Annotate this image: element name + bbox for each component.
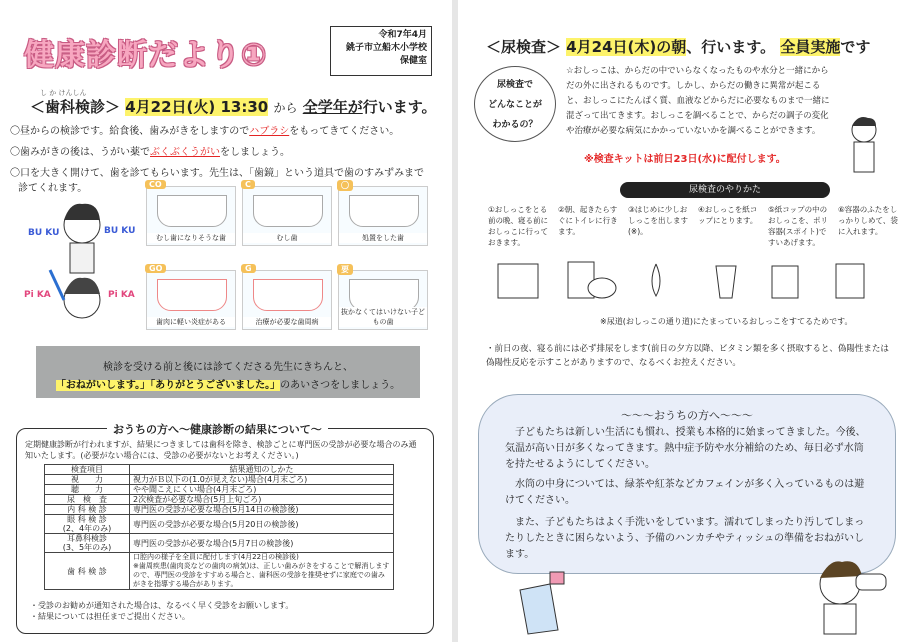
table-row <box>45 534 394 553</box>
greeting-end: のあいさつをしましょう。 <box>280 380 401 391</box>
table-cell: 視力がＢ以下の(1.0が見えない)場合(4月末ごろ) <box>130 475 394 485</box>
table-cell: 視 力 <box>45 475 130 485</box>
results-table <box>44 464 394 590</box>
tooth-card-treated <box>338 181 428 246</box>
tooth-label: 〇 <box>337 180 353 191</box>
table-row <box>45 515 394 534</box>
step-note: ※尿道(おしっこの通り道)にたまっているおしっこをすてるためです。 <box>600 317 853 326</box>
table-cell: 口腔内の様子を全員に配付します(4月22日の検診後) ※歯周疾患(歯肉炎などの歯肉の病気)は、正しい歯みがきをすることで解消しますので、専門医の受診をすすめる場合と、歯科医の受診を推奨せずに家庭での歯みがきを指導する場合があります。 <box>130 553 394 590</box>
tooth-card-go <box>146 264 236 330</box>
newsletter-title: 健康診断だより① <box>24 38 268 73</box>
dental-ruby: し か けんしん <box>40 89 87 97</box>
urine-end: です <box>840 38 871 56</box>
urine-explanation: ☆おしっこは、からだの中でいらなくなったものや水分と一緒にからだの外に出されるものです。しかし、からだの働きに異常が起こると、おしっこにたんぱく質、血液などからだに必要なものまで一緒に混ざって出てきます。おしっこを調べることで、からだの調子の変化や治療が必要な病気にかかっていないかを調べることができます。 <box>566 66 830 136</box>
home-para-3: また、子どもたちはよく手洗いをしています。濡れてしまったり汚してしまったりしたときに困らないよう、予備のハンカチやティッシュの準備をおねがいします。 <box>505 517 865 560</box>
tooth-label: C <box>241 180 255 189</box>
table-row <box>45 553 394 590</box>
home-para-1: 子どもたちは新しい生活にも慣れ、授業も本格的に始まってきました。今後、気温が高い日が多くなってきます。熱中症予防や水分補給のため、毎日必ず水筒を持たせるようにしてください。 <box>505 427 866 470</box>
greeting-phrases: 「おねがいします。」「ありがとうございました。」 <box>55 380 281 391</box>
greeting-banner <box>36 346 420 398</box>
home-para-2: 水筒の中身については、緑茶や紅茶などカフェインが多く入っているものは避けてください。 <box>505 479 865 506</box>
results-notes <box>30 600 293 622</box>
column-header: 検査項目 <box>45 465 130 475</box>
tooth-label: G <box>241 264 256 273</box>
home-title: ～～～おうちの方へ～～～ <box>621 409 753 422</box>
office-name: 保健室 <box>399 56 427 66</box>
tooth-card-co <box>146 180 236 246</box>
dental-date: 4月22日(火) 13:30 <box>125 98 269 116</box>
tooth-icon <box>157 195 227 227</box>
results-title: おうちの方へ～健康診断の結果について～ <box>107 421 328 437</box>
step-3: ③はじめに少しおしっこを出します(※)。 <box>628 205 688 236</box>
question-bubble <box>474 66 556 142</box>
drinking-kid-icon <box>800 550 896 638</box>
publisher-box <box>330 26 432 76</box>
tooth-label: CO <box>145 180 166 189</box>
bubble-line: 尿検査で <box>496 80 533 90</box>
table-cell: 歯 科 検 診 <box>45 553 130 590</box>
table-cell: 尿 検 査 <box>45 495 130 505</box>
dental-suffix: 行います。 <box>362 98 437 116</box>
note-line: ・受診のお勧めが通知された場合は、なるべく早く受診をお願いします。 <box>30 601 294 610</box>
tooth-card-g <box>242 264 332 330</box>
tooth-icon <box>253 279 323 311</box>
bubble-line: わかるの？ <box>492 120 538 130</box>
urine-date: 4月24日(木)の朝 <box>566 38 687 56</box>
table-row <box>45 495 394 505</box>
tooth-label: 要 <box>337 264 353 275</box>
toilet-icon <box>588 278 616 298</box>
paper-cup-icon <box>716 266 736 298</box>
table-cell: 専門医の受診が必要な場合(5月14日の検診後) <box>130 505 394 515</box>
bag-icon <box>836 264 864 298</box>
table-cell: やや聞こえにくい場合(4月末ごろ) <box>130 485 394 495</box>
dental-item-1: 〇昼からの検診です。給食後、歯みがきをしますので <box>10 126 250 137</box>
thinking-kid-icon <box>838 110 894 184</box>
step-4: ④おしっこを紙コップにとります。 <box>698 205 758 225</box>
tooth-icon <box>157 279 227 311</box>
table-row <box>45 475 394 485</box>
tooth-caption: 治療が必要な歯周病 <box>243 317 331 327</box>
home-message-bubble <box>478 394 896 574</box>
tooth-caption: 処置をした歯 <box>339 233 427 243</box>
tooth-icon <box>253 195 323 227</box>
tooth-icon <box>349 195 419 227</box>
drop-icon <box>652 264 660 296</box>
table-cell: 2次検査が必要な場合(5月上旬ごろ) <box>130 495 394 505</box>
dental-from: から <box>273 101 298 115</box>
toothbrush-highlight: ハブラシ <box>249 126 290 137</box>
step-6: ⑥容器のふたをしっかりしめて、袋に入れます。 <box>838 205 898 236</box>
table-cell: 聴 力 <box>45 485 130 495</box>
results-intro: 定期健康診断が行われますが、結果につきましては歯科を除き、検診ごとに専門医の受診が必要な場合のみ通知いたします。(必要がない場合には、受診の必要がないとお考えください。) <box>25 440 417 460</box>
greeting-line-1: 検診を受ける前と後には診てくださる先生にきちんと、 <box>103 362 353 373</box>
column-header: 結果通知のしかた <box>130 465 394 475</box>
cup-pipette-icon <box>772 266 798 298</box>
pika-sound-1: Pi KA <box>24 290 51 300</box>
table-row <box>45 485 394 495</box>
urine-mid: 、行います。 <box>686 38 776 56</box>
bottle-icon <box>510 570 570 636</box>
school-name: 銚子市立船木小学校 <box>345 43 427 53</box>
tooth-caption: むし歯になりそうな歯 <box>147 233 235 243</box>
howto-title: 尿検査のやりかた <box>620 182 830 198</box>
tooth-card-c <box>242 180 332 246</box>
buku-sound-1: BU KU <box>28 228 60 238</box>
publish-date: 令和7年4月 <box>378 30 427 40</box>
step-1: ①おしっこをとる前の晩、寝る前におしっこに行っておきます。 <box>488 205 548 247</box>
kit-notice: ※検査キットは前日23日(水)に配付します。 <box>584 154 786 165</box>
kids-illustration <box>20 190 140 340</box>
tooth-label: GO <box>145 264 166 273</box>
dental-heading-line <box>30 96 437 117</box>
gargle-highlight: ぶくぶくうがい <box>150 147 220 158</box>
step-5: ⑤紙コップの中のおしっこを、ポリ容器(スポイト)ですいあげます。 <box>768 205 828 247</box>
table-cell: 専門医の受診が必要な場合(5月7日の検診後) <box>130 534 394 553</box>
dental-item-2b: をしましょう。 <box>220 147 290 158</box>
pika-sound-2: Pi KA <box>108 290 135 300</box>
caution-text: ・前日の夜、寝る前には必ず排尿をします(前日の夕方以降、ビタミン類を多く摂取すると、偽陽性または偽陽性反応を示すことがありますので、なるべくお控えください。 <box>486 344 889 368</box>
greeting-line-2 <box>36 376 420 391</box>
dental-heading: ＜歯科検診＞ <box>30 98 121 116</box>
table-row <box>45 505 394 515</box>
dental-item-3b: 診てくれます。 <box>18 183 88 194</box>
tooth-caption: 抜かなくてはいけない子どもの歯 <box>341 308 425 326</box>
bubble-line: どんなことが <box>487 100 542 110</box>
urine-target: 全員実施 <box>780 38 841 56</box>
dental-item-3: 〇口を大きく開けて、歯を診てもらいます。先生は、「歯鏡」という道具で歯のすみずみまで <box>10 168 424 179</box>
tooth-caption: むし歯 <box>243 233 331 243</box>
note-line: ・結果については担任までご提出ください。 <box>30 612 190 621</box>
dental-item-2: 〇歯みがきの後は、うがい薬で <box>10 147 150 158</box>
table-header-row <box>45 465 394 475</box>
step-2: ②朝、起きたらすぐにトイレに行きます。 <box>558 205 618 236</box>
howto-icons <box>492 258 872 308</box>
urine-heading-line <box>486 36 870 57</box>
tooth-card-extract <box>338 265 428 330</box>
dental-item-1b: をもってきてください。 <box>289 126 400 137</box>
table-cell: 専門医の受診が必要な場合(5月20日の検診後) <box>130 515 394 534</box>
table-cell: 耳鼻科検診 (3、5年のみ) <box>45 534 130 553</box>
table-cell: 眼 科 検 診 (2、4年のみ) <box>45 515 130 534</box>
left-page <box>0 0 452 642</box>
table-cell: 内 科 検 診 <box>45 505 130 515</box>
urine-heading: ＜尿検査＞ <box>486 38 562 56</box>
dental-target: 全学年が <box>302 98 363 116</box>
tooth-caption: 歯肉に軽い炎症がある <box>147 317 235 327</box>
bed-icon <box>498 264 538 298</box>
buku-sound-2: BU KU <box>104 226 136 236</box>
